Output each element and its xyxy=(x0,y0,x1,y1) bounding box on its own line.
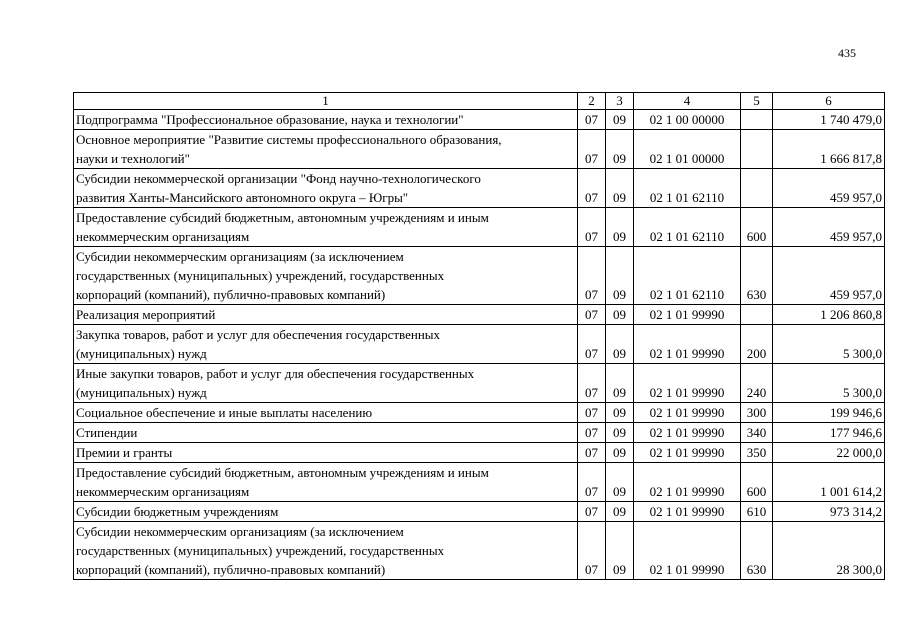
row-subsection: 09 xyxy=(606,522,634,580)
row-name: Предоставление субсидий бюджетным, автономным учреждениям и иным некоммерческим организациям xyxy=(74,463,578,502)
row-name: Реализация мероприятий xyxy=(74,305,578,325)
row-expense-type: 610 xyxy=(741,502,773,522)
header-row xyxy=(74,93,885,110)
page-number: 435 xyxy=(838,46,856,60)
row-amount: 1 666 817,8 xyxy=(773,130,885,169)
row-target-article: 02 1 01 99990 xyxy=(634,463,741,502)
table-row xyxy=(74,247,885,305)
row-target-article: 02 1 01 99990 xyxy=(634,403,741,423)
table-row xyxy=(74,364,885,403)
row-section: 07 xyxy=(578,522,606,580)
row-section: 07 xyxy=(578,443,606,463)
table-row xyxy=(74,443,885,463)
row-amount: 459 957,0 xyxy=(773,208,885,247)
row-section: 07 xyxy=(578,325,606,364)
table-row xyxy=(74,208,885,247)
row-section: 07 xyxy=(578,403,606,423)
row-target-article: 02 1 01 99990 xyxy=(634,502,741,522)
budget-table xyxy=(73,92,885,580)
row-subsection: 09 xyxy=(606,502,634,522)
row-target-article: 02 1 01 99990 xyxy=(634,522,741,580)
row-expense-type: 600 xyxy=(741,463,773,502)
row-amount: 5 300,0 xyxy=(773,325,885,364)
row-subsection: 09 xyxy=(606,364,634,403)
row-amount: 1 206 860,8 xyxy=(773,305,885,325)
row-subsection: 09 xyxy=(606,169,634,208)
row-name: Субсидии некоммерческим организациям (за исключением государственных (муниципальных) учреждений, государственных корпораций (компаний), публично-правовых компаний) xyxy=(74,247,578,305)
row-expense-type xyxy=(741,110,773,130)
row-expense-type: 200 xyxy=(741,325,773,364)
row-expense-type: 600 xyxy=(741,208,773,247)
row-subsection: 09 xyxy=(606,247,634,305)
row-section: 07 xyxy=(578,110,606,130)
table-row xyxy=(74,305,885,325)
row-target-article: 02 1 01 00000 xyxy=(634,130,741,169)
header-cell-1: 1 xyxy=(74,93,578,110)
row-subsection: 09 xyxy=(606,305,634,325)
table-row xyxy=(74,169,885,208)
row-expense-type: 630 xyxy=(741,522,773,580)
table-row xyxy=(74,463,885,502)
row-amount: 177 946,6 xyxy=(773,423,885,443)
row-subsection: 09 xyxy=(606,110,634,130)
row-name: Субсидии некоммерческим организациям (за исключением государственных (муниципальных) учреждений, государственных корпораций (компаний), публично-правовых компаний) xyxy=(74,522,578,580)
row-expense-type: 340 xyxy=(741,423,773,443)
row-amount: 199 946,6 xyxy=(773,403,885,423)
row-subsection: 09 xyxy=(606,463,634,502)
table-row xyxy=(74,325,885,364)
row-name: Закупка товаров, работ и услуг для обеспечения государственных (муниципальных) нужд xyxy=(74,325,578,364)
header-cell-4: 4 xyxy=(634,93,741,110)
row-name: Подпрограмма "Профессиональное образование, наука и технологии" xyxy=(74,110,578,130)
row-section: 07 xyxy=(578,169,606,208)
row-section: 07 xyxy=(578,502,606,522)
row-expense-type xyxy=(741,305,773,325)
row-target-article: 02 1 01 99990 xyxy=(634,364,741,403)
row-name: Основное мероприятие "Развитие системы профессионального образования, науки и технологий" xyxy=(74,130,578,169)
row-target-article: 02 1 01 62110 xyxy=(634,247,741,305)
header-cell-2: 2 xyxy=(578,93,606,110)
row-subsection: 09 xyxy=(606,208,634,247)
header-cell-5: 5 xyxy=(741,93,773,110)
row-expense-type: 300 xyxy=(741,403,773,423)
table-row xyxy=(74,423,885,443)
row-amount: 1 740 479,0 xyxy=(773,110,885,130)
row-name: Иные закупки товаров, работ и услуг для обеспечения государственных (муниципальных) нужд xyxy=(74,364,578,403)
row-amount: 5 300,0 xyxy=(773,364,885,403)
row-name: Предоставление субсидий бюджетным, автономным учреждениям и иным некоммерческим организациям xyxy=(74,208,578,247)
row-subsection: 09 xyxy=(606,325,634,364)
row-target-article: 02 1 01 62110 xyxy=(634,169,741,208)
row-target-article: 02 1 01 99990 xyxy=(634,325,741,364)
row-amount: 28 300,0 xyxy=(773,522,885,580)
row-expense-type: 350 xyxy=(741,443,773,463)
row-amount: 22 000,0 xyxy=(773,443,885,463)
row-target-article: 02 1 01 99990 xyxy=(634,443,741,463)
row-section: 07 xyxy=(578,364,606,403)
table-row xyxy=(74,130,885,169)
row-amount: 459 957,0 xyxy=(773,247,885,305)
row-name: Субсидии бюджетным учреждениям xyxy=(74,502,578,522)
table-row xyxy=(74,403,885,423)
row-amount: 1 001 614,2 xyxy=(773,463,885,502)
row-expense-type: 240 xyxy=(741,364,773,403)
row-amount: 973 314,2 xyxy=(773,502,885,522)
row-section: 07 xyxy=(578,247,606,305)
table-row xyxy=(74,502,885,522)
row-target-article: 02 1 01 99990 xyxy=(634,423,741,443)
row-subsection: 09 xyxy=(606,423,634,443)
row-target-article: 02 1 01 99990 xyxy=(634,305,741,325)
header-cell-6: 6 xyxy=(773,93,885,110)
row-name: Премии и гранты xyxy=(74,443,578,463)
row-expense-type xyxy=(741,169,773,208)
row-section: 07 xyxy=(578,423,606,443)
row-section: 07 xyxy=(578,305,606,325)
row-section: 07 xyxy=(578,463,606,502)
row-name: Социальное обеспечение и иные выплаты населению xyxy=(74,403,578,423)
row-section: 07 xyxy=(578,130,606,169)
row-target-article: 02 1 01 62110 xyxy=(634,208,741,247)
header-cell-3: 3 xyxy=(606,93,634,110)
row-name: Субсидии некоммерческой организации "Фонд научно-технологического развития Ханты-Мансийского автономного округа – Югры" xyxy=(74,169,578,208)
row-expense-type xyxy=(741,130,773,169)
row-section: 07 xyxy=(578,208,606,247)
row-subsection: 09 xyxy=(606,443,634,463)
row-amount: 459 957,0 xyxy=(773,169,885,208)
row-subsection: 09 xyxy=(606,130,634,169)
table-row xyxy=(74,522,885,580)
row-expense-type: 630 xyxy=(741,247,773,305)
table-row xyxy=(74,110,885,130)
row-name: Стипендии xyxy=(74,423,578,443)
row-target-article: 02 1 00 00000 xyxy=(634,110,741,130)
row-subsection: 09 xyxy=(606,403,634,423)
